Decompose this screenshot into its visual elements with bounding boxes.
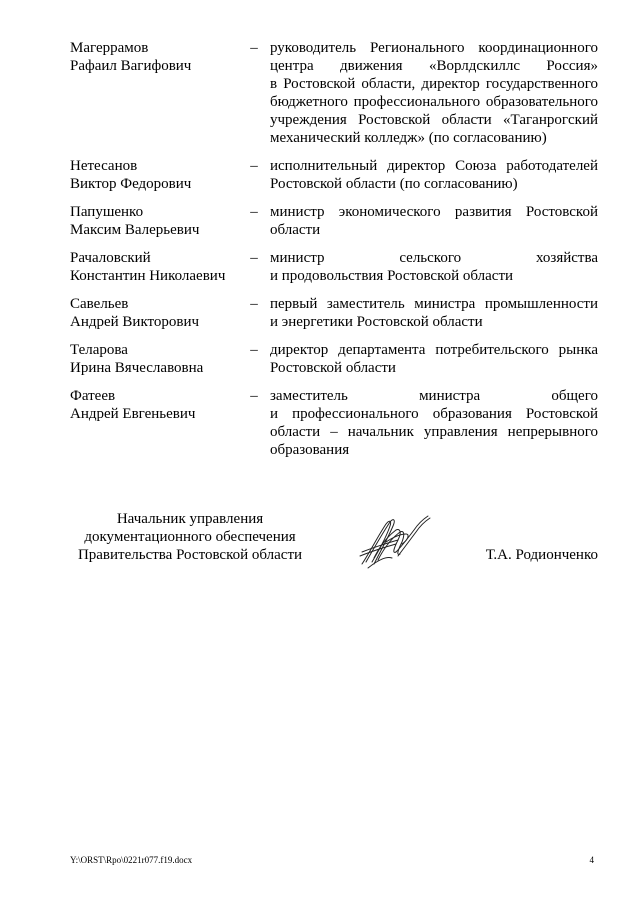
member-position-line: руководитель Регионального координационного [270,40,598,56]
member-position-line: Ростовской области [270,360,396,376]
member-name [70,341,244,377]
member-position [270,203,598,239]
member-position-line: директор департамента потребительского рынка [270,342,598,358]
member-row [70,249,598,285]
signatory-title-line: документационного обеспечения [84,529,296,545]
member-row [70,295,598,331]
member-name-line: Савельев [70,296,129,312]
member-position-line: исполнительный директор Союза работодателей [270,158,598,174]
member-position [270,387,598,459]
member-position-line: и энергетики Ростовской области [270,314,483,330]
signatory-name: Т.А. Родионченко [485,547,598,563]
dash-separator: – [250,388,258,404]
member-name-line: Рафаил Вагифович [70,58,192,74]
member-name-line: Максим Валерьевич [70,222,200,238]
signatory-title [70,510,310,564]
dash-separator: – [250,204,258,220]
member-name-line: Андрей Евгеньевич [70,406,196,422]
member-name [70,157,244,193]
handwritten-signature [356,512,432,572]
signature-block [70,510,598,570]
member-position [270,341,598,377]
page-number: 4 [589,855,594,865]
member-position [270,295,598,331]
member-row [70,203,598,239]
member-position-line: заместитель министра общего [270,388,598,404]
member-name-line: Папушенко [70,204,144,220]
dash-separator: – [250,296,258,312]
dash-separator: – [250,40,258,56]
member-name [70,295,244,331]
signatory-title-line: Правительства Ростовской области [77,547,303,563]
member-name-line: Андрей Викторович [70,314,200,330]
member-position-line: бюджетного профессионального образовательного [270,94,598,110]
member-position-line: области [270,222,321,238]
member-name-line: Константин Николаевич [70,268,226,284]
member-position-line: механический колледж» (по согласованию) [270,130,547,146]
dash-separator: – [250,250,258,266]
member-row [70,39,598,147]
member-name-line: Виктор Федорович [70,176,192,192]
member-position-line: Ростовской области (по согласованию) [270,176,518,192]
member-name [70,203,244,239]
member-row [70,387,598,459]
member-position-line: и продовольствия Ростовской области [270,268,514,284]
member-name-line: Магеррамов [70,40,149,56]
member-name [70,39,244,75]
member-position-line: первый заместитель министра промышленности [270,296,598,312]
member-row [70,341,598,377]
member-position-line: министр сельского хозяйства [270,250,598,266]
member-position [270,249,598,285]
member-name-line: Ирина Вячеславовна [70,360,204,376]
member-position [270,157,598,193]
member-position-line: в Ростовской области, директор государственного [270,76,598,92]
dash-separator: – [250,342,258,358]
dash-separator: – [250,158,258,174]
member-name-line: Рачаловский [70,250,151,266]
member-position-line: учреждения Ростовской области «Таганрогский [270,112,598,128]
member-row [70,157,598,193]
member-name-line: Теларова [70,342,128,358]
member-name [70,249,244,285]
member-name-line: Фатеев [70,388,116,404]
member-name-line: Нетесанов [70,158,138,174]
member-position-line: образования [270,442,350,458]
member-position-line: центра движения «Ворлдскиллс Россия» [270,58,598,74]
member-position-line: области – начальник управления непрерывного [270,424,598,440]
member-name [70,387,244,423]
footer-file-path: Y:\ORST\Rpo\0221r077.f19.docx [70,855,193,865]
signatory-title-line: Начальник управления [116,511,264,527]
member-position-line: и профессионального образования Ростовской [270,406,598,422]
members-list [70,39,598,469]
member-position-line: министр экономического развития Ростовской [270,204,598,220]
member-position [270,39,598,147]
